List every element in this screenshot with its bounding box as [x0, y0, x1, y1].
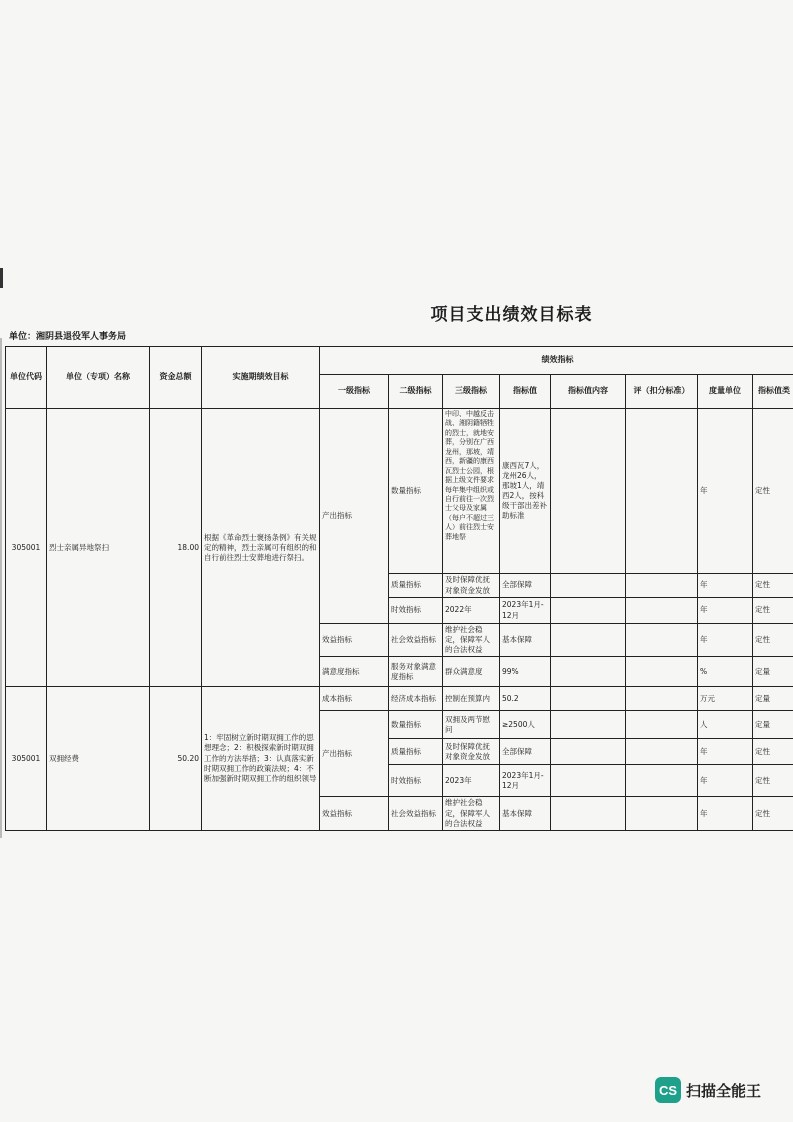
measure-unit-cell: 年	[698, 624, 753, 657]
evaluation-cell	[626, 797, 698, 830]
level2-cell: 数量指标	[389, 409, 443, 574]
evaluation-cell	[626, 739, 698, 765]
value-type-cell: 定量	[753, 657, 793, 687]
project-code: 305001	[6, 409, 47, 687]
value-cell: 全部保障	[500, 574, 551, 598]
scan-edge-shadow	[0, 338, 2, 838]
project-name: 烈士亲属异地祭扫	[47, 409, 150, 687]
project-code: 305001	[6, 687, 47, 830]
evaluation-cell	[626, 574, 698, 598]
measure-unit-cell: 年	[698, 409, 753, 574]
camscanner-logo-icon: CS	[655, 1077, 681, 1103]
evaluation-cell	[626, 657, 698, 687]
measure-unit-cell: 年	[698, 574, 753, 598]
header-performance: 绩效指标	[320, 347, 793, 375]
measure-unit-cell: 年	[698, 765, 753, 797]
level3-cell: 维护社会稳定，保障军人的合法权益	[443, 624, 500, 657]
header-level3: 三级指标	[443, 375, 500, 409]
header-total-funds: 资金总额	[150, 347, 202, 409]
level3-cell: 及时保障优抚对象资金发放	[443, 739, 500, 765]
header-level2: 二级指标	[389, 375, 443, 409]
measure-unit-cell: 年	[698, 598, 753, 624]
evaluation-cell	[626, 711, 698, 739]
level2-cell: 经济成本指标	[389, 687, 443, 711]
header-unit-code: 单位代码	[6, 347, 47, 409]
value-content-cell	[551, 624, 626, 657]
value-cell: 基本保障	[500, 624, 551, 657]
table-row	[6, 409, 793, 574]
page-title: 项目支出绩效目标表	[430, 305, 593, 325]
value-cell: 50.2	[500, 687, 551, 711]
header-goal: 实施期绩效目标	[202, 347, 320, 409]
evaluation-cell	[626, 409, 698, 574]
header-value-content: 指标值内容	[551, 375, 626, 409]
value-type-cell: 定量	[753, 687, 793, 711]
header-value-type: 指标值类	[753, 375, 793, 409]
value-type-cell: 定性	[753, 598, 793, 624]
level1-cell: 效益指标	[320, 624, 389, 657]
level2-cell: 社会效益指标	[389, 624, 443, 657]
level3-cell: 双拥及两节慰问	[443, 711, 500, 739]
project-name: 双拥经费	[47, 687, 150, 830]
value-content-cell	[551, 739, 626, 765]
value-cell: 2023年1月-12月	[500, 765, 551, 797]
header-measure-unit: 度量单位	[698, 375, 753, 409]
header-evaluation: 评（扣分标准）	[626, 375, 698, 409]
level3-cell: 中印、中越反击战、湘阴籍牺牲的烈士，就地安葬，分别在广西龙州，那坡，靖西，新疆的康西瓦烈士公园，根据上级文件要求每年集中组织或自行前往一次烈士父母及家属（每户不超过三人）前往烈士安葬地祭	[443, 409, 500, 574]
value-type-cell: 定量	[753, 711, 793, 739]
value-content-cell	[551, 711, 626, 739]
value-cell: 基本保障	[500, 797, 551, 830]
scan-edge-mark	[0, 268, 3, 288]
table-row	[6, 687, 793, 711]
level3-cell: 2022年	[443, 598, 500, 624]
value-cell: 2023年1月-12月	[500, 598, 551, 624]
project-goal: 根据《革命烈士褒扬条例》有关规定的精神，烈士亲属可有组织的和自行前往烈士安葬地进行祭扫。	[202, 409, 320, 687]
value-cell: ≥2500人	[500, 711, 551, 739]
value-cell: 康西瓦7人，龙州26人，那坡1人，靖西2人，按科级干部出差补助标准	[500, 409, 551, 574]
value-type-cell: 定性	[753, 409, 793, 574]
level3-cell: 及时保障优抚对象资金发放	[443, 574, 500, 598]
value-type-cell: 定性	[753, 574, 793, 598]
value-type-cell: 定性	[753, 624, 793, 657]
measure-unit-cell: 人	[698, 711, 753, 739]
level1-cell: 产出指标	[320, 711, 389, 797]
value-type-cell: 定性	[753, 739, 793, 765]
evaluation-cell	[626, 765, 698, 797]
value-content-cell	[551, 598, 626, 624]
level3-cell: 群众满意度	[443, 657, 500, 687]
unit-label: 单位：湘阴县退役军人事务局	[9, 332, 127, 342]
evaluation-cell	[626, 687, 698, 711]
level1-cell: 产出指标	[320, 409, 389, 624]
evaluation-cell	[626, 624, 698, 657]
header-project-name: 单位（专项）名称	[47, 347, 150, 409]
header-level1: 一级指标	[320, 375, 389, 409]
level3-cell: 维护社会稳定，保障军人的合法权益	[443, 797, 500, 830]
measure-unit-cell: 万元	[698, 687, 753, 711]
scanner-watermark	[655, 1077, 761, 1103]
level2-cell: 服务对象满意度指标	[389, 657, 443, 687]
level1-cell: 成本指标	[320, 687, 389, 711]
evaluation-cell	[626, 598, 698, 624]
value-content-cell	[551, 574, 626, 598]
header-value: 指标值	[500, 375, 551, 409]
level2-cell: 质量指标	[389, 574, 443, 598]
value-content-cell	[551, 765, 626, 797]
project-funds: 50.20	[150, 687, 202, 830]
measure-unit-cell: %	[698, 657, 753, 687]
level1-cell: 满意度指标	[320, 657, 389, 687]
performance-table	[5, 346, 793, 831]
level1-cell: 效益指标	[320, 797, 389, 830]
level2-cell: 时效指标	[389, 598, 443, 624]
level3-cell: 2023年	[443, 765, 500, 797]
measure-unit-cell: 年	[698, 797, 753, 830]
level2-cell: 质量指标	[389, 739, 443, 765]
project-funds: 18.00	[150, 409, 202, 687]
value-type-cell: 定性	[753, 797, 793, 830]
value-type-cell: 定性	[753, 765, 793, 797]
level2-cell: 社会效益指标	[389, 797, 443, 830]
level3-cell: 控制在预算内	[443, 687, 500, 711]
value-cell: 全部保障	[500, 739, 551, 765]
level2-cell: 数量指标	[389, 711, 443, 739]
value-content-cell	[551, 409, 626, 574]
watermark-text: 扫描全能王	[686, 1081, 762, 1100]
value-content-cell	[551, 797, 626, 830]
value-cell: 99%	[500, 657, 551, 687]
measure-unit-cell: 年	[698, 739, 753, 765]
level2-cell: 时效指标	[389, 765, 443, 797]
value-content-cell	[551, 657, 626, 687]
project-goal: 1：牢固树立新时期双拥工作的思想理念；2：积极探索新时期双拥工作的方法举措；3：认真落实新时期双拥工作的政策法规；4：不断加强新时期双拥工作的组织领导	[202, 687, 320, 830]
value-content-cell	[551, 687, 626, 711]
